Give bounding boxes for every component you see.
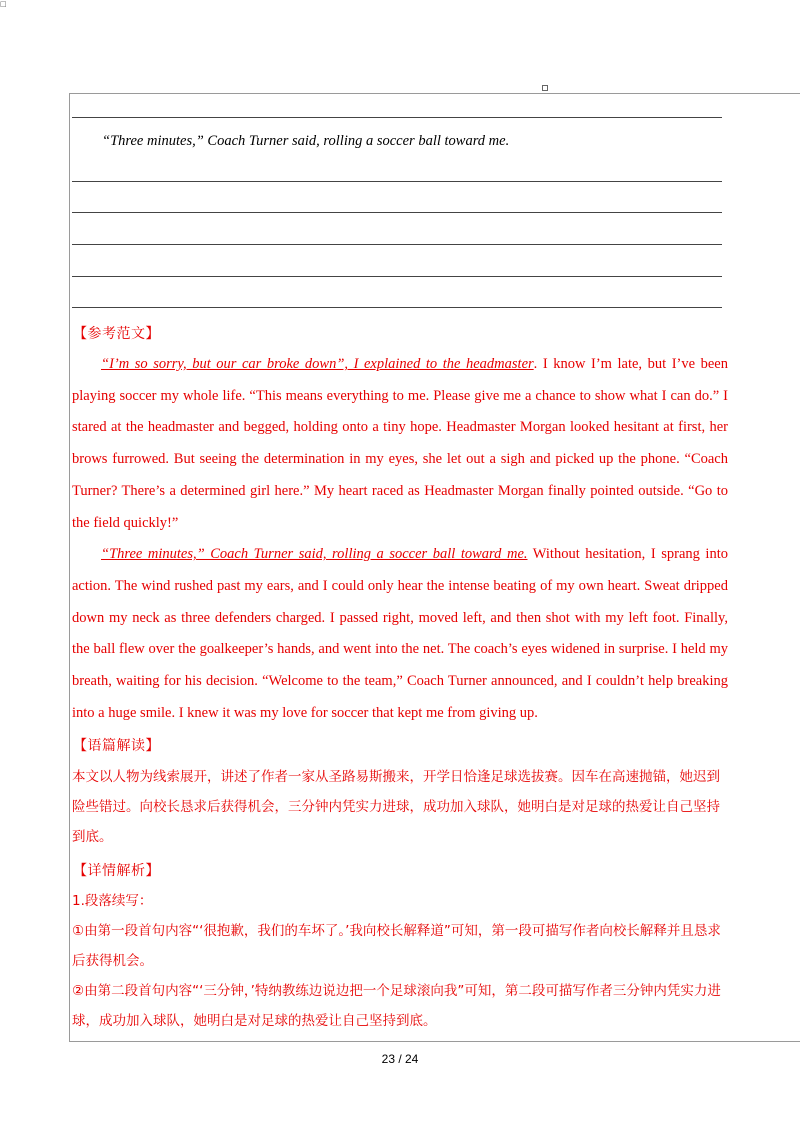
paragraph-1-opening: “I’m so sorry, but our car broke down”, I explained to the headmaster — [101, 356, 534, 372]
prompt-line: “Three minutes,” Coach Turner said, rolling a soccer ball toward me. — [102, 133, 510, 149]
writing-line — [72, 244, 722, 245]
corner-mark: □ — [0, 0, 7, 8]
essay-paragraph-2 — [72, 539, 728, 729]
paragraph-1-period: . — [533, 356, 538, 372]
writing-line — [72, 181, 722, 182]
page-number: 23 / 24 — [381, 1052, 419, 1066]
analysis-item-1: ①由第一段首句内容“‘很抱歉，我们的车坏了。’我向校长解释道”可知，第一段可描写作者向校长解释并且恳求后获得机会。 — [72, 923, 721, 969]
reference-essay-tag: 【参考范文】 — [73, 326, 160, 342]
paragraph-2-body: Without hesitation, I sprang into action. The wind rushed past my ears, and I could only hear the intense beating of my own heart. Sweat dripped down my neck as three defenders charged. I passed right, moved left, and then shot with my left foot. Finally, the ball flew over the goalkeeper’s hands, and went into the net. The coach’s eyes widened in surprise. I held my breath, waiting for his decision. “Welcome to the team,” Coach Turner announced, and I couldn’t help breaking into a huge smile. I knew it was my love for soccer that kept me from giving up. — [72, 546, 728, 721]
essay-paragraph-1 — [72, 349, 728, 539]
interpretation-tag: 【语篇解读】 — [73, 738, 160, 754]
analysis-item-2: ②由第二段首句内容“‘三分钟，’特纳教练边说边把一个足球滚向我”可知，第二段可描写作者三分钟内凭实力进球，成功加入球队，她明白是对足球的热爱让自己坚持到底。 — [72, 983, 721, 1029]
writing-line — [72, 307, 722, 308]
analysis-block — [72, 886, 732, 1036]
paragraph-2-opening: “Three minutes,” Coach Turner said, rolling a soccer ball toward me. — [101, 546, 528, 563]
interpretation-paragraph: 本文以人物为线索展开，讲述了作者一家从圣路易斯搬来，开学日恰逢足球选拔赛。因车在高速抛锚，她迟到险些错过。向校长恳求后获得机会，三分钟内凭实力进球，成功加入球队，她明白是对足球的热爱让自己坚持到底。 — [72, 769, 720, 845]
writing-line — [72, 117, 722, 118]
paragraph-1-body: I know I’m late, but I’ve been playing soccer my whole life. “This means everything to me. Please give me a chance to show what I can do.” I stared at the headmaster and begged, holding onto a tiny hope. Headmaster Morgan looked hesitant at first, her brows furrowed. But seeing the determination in my eyes, she let out a sigh and picked up the phone. “Coach Turner? There’s a determined girl here.” My heart raced as Headmaster Morgan finally pointed outside. “Go to the field quickly!” — [72, 356, 728, 531]
analysis-heading: 1.段落续写： — [72, 893, 153, 909]
writing-line — [72, 276, 722, 277]
reference-essay — [72, 349, 728, 729]
anchor-mark — [542, 85, 548, 91]
writing-line — [72, 212, 722, 213]
interpretation-text — [72, 762, 732, 852]
analysis-tag: 【详情解析】 — [73, 863, 160, 879]
